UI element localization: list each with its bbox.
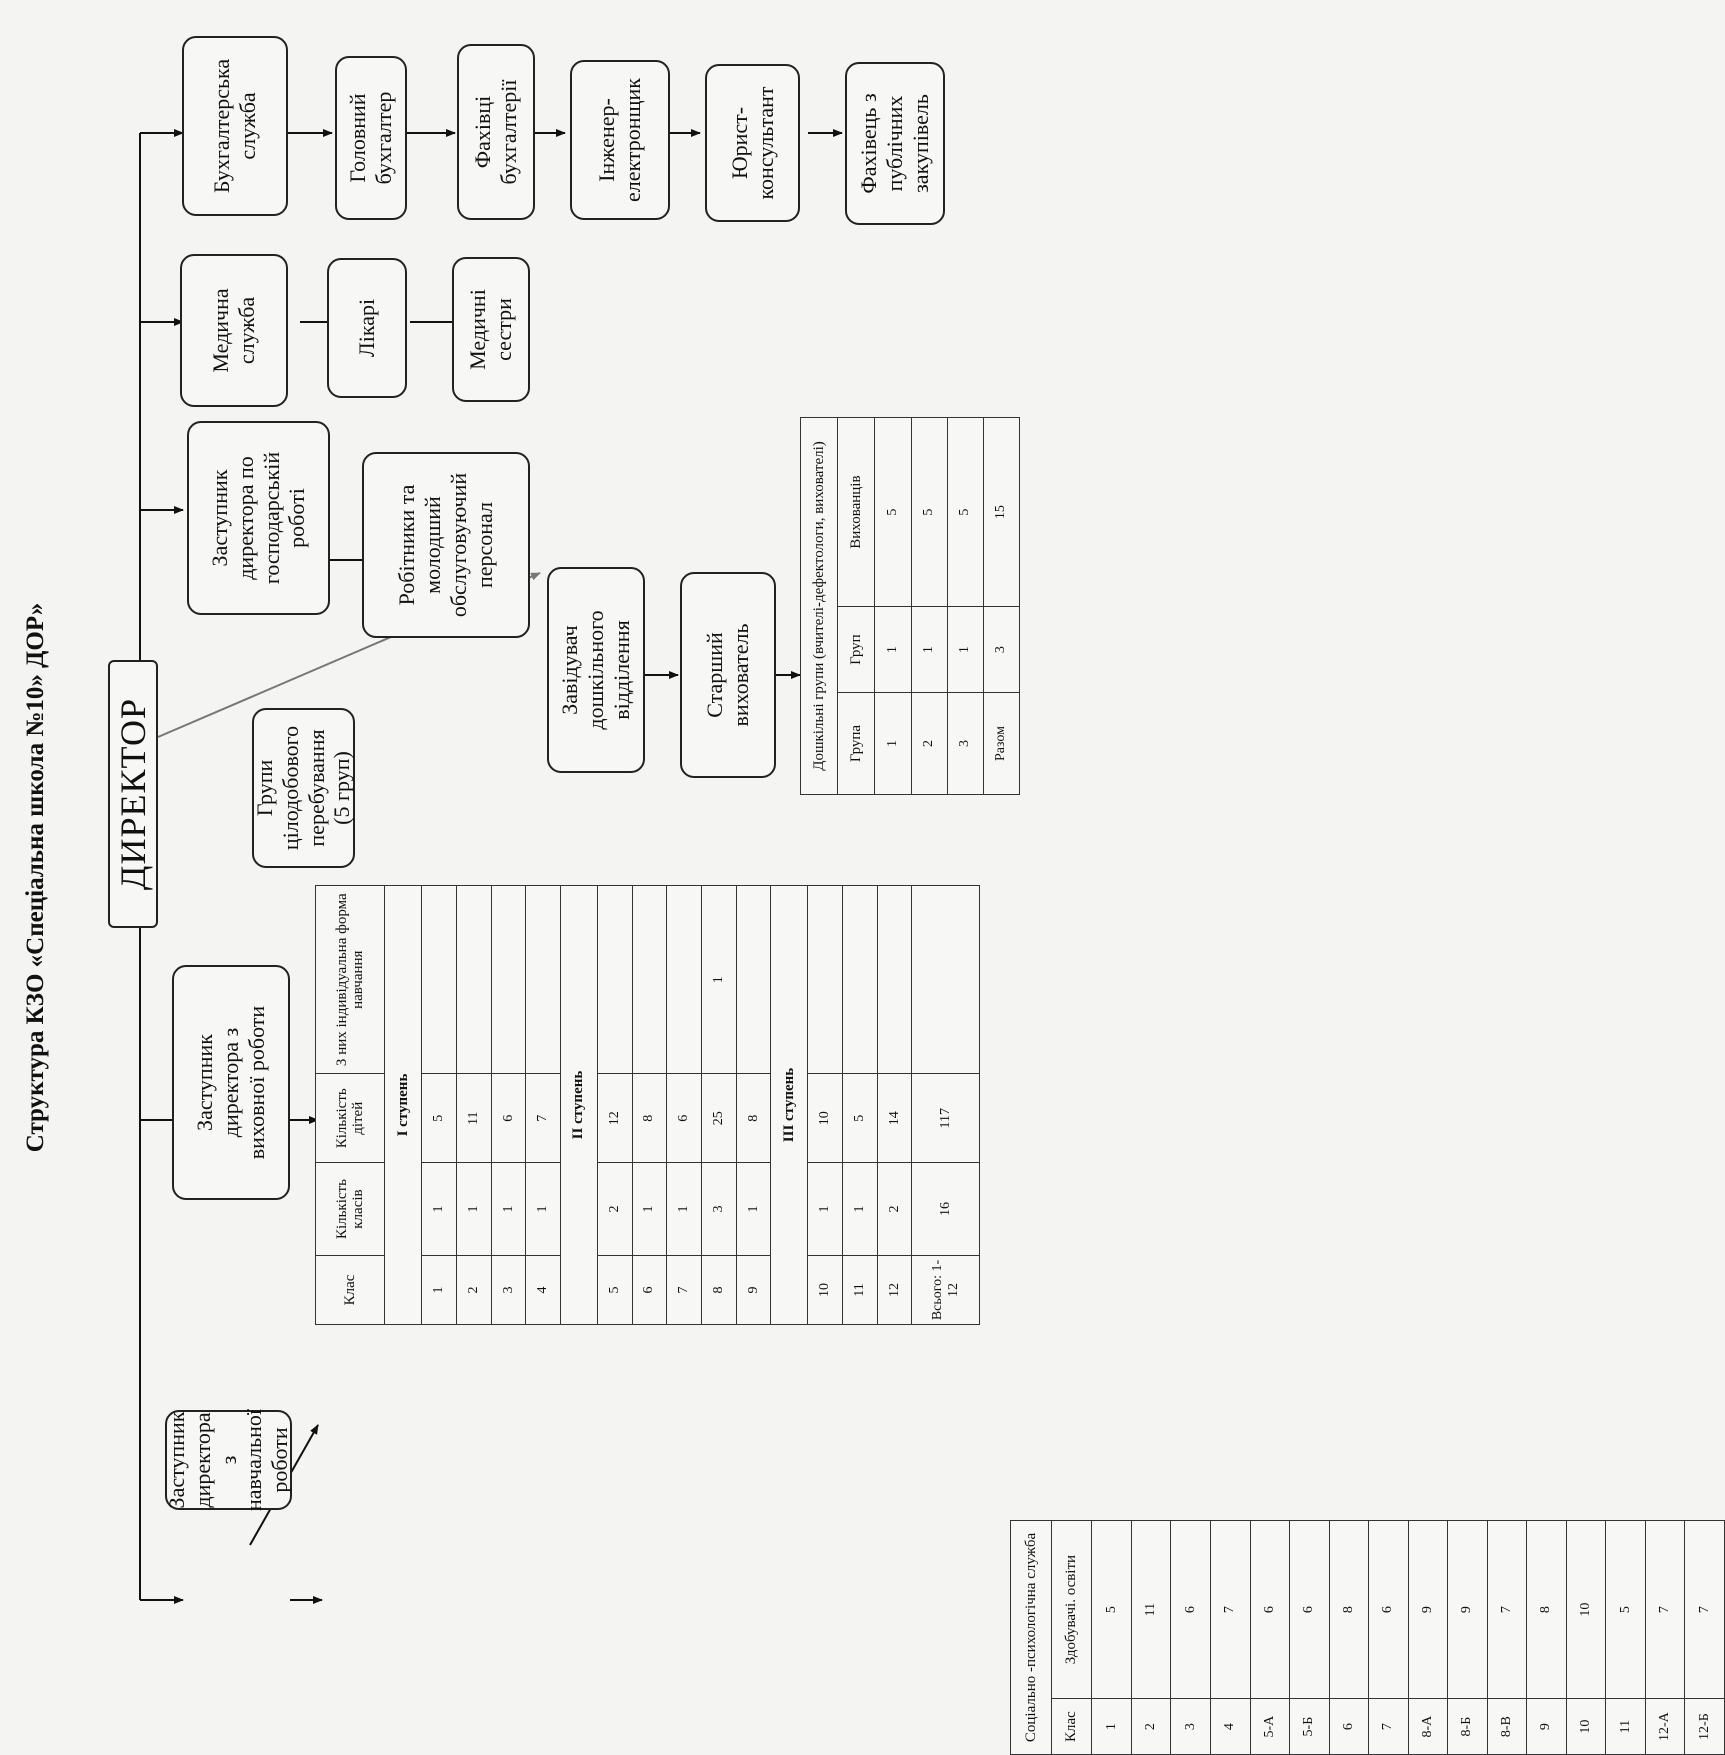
social-class-cell: 1 xyxy=(1092,1699,1132,1755)
classes-cell xyxy=(632,886,667,1074)
preschool-cell: 5 xyxy=(947,418,983,607)
accounting-service-box: Бухгалтерська служба xyxy=(182,36,288,216)
social-count-cell: 6 xyxy=(1250,1521,1290,1699)
classes-cell: 5 xyxy=(597,1255,632,1324)
social-row xyxy=(1606,1521,1646,1755)
social-row xyxy=(1290,1521,1330,1755)
classes-cell xyxy=(667,886,702,1074)
page-title: Структура КЗО «Спеціальна школа №10» ДОР» xyxy=(22,602,49,1153)
social-count-cell: 5 xyxy=(1606,1521,1646,1699)
social-row xyxy=(1092,1521,1132,1755)
preschool-total-cell: Разом xyxy=(983,693,1019,795)
classes-cell: 1 xyxy=(422,1255,457,1324)
social-row xyxy=(1131,1521,1171,1755)
step-label: І ступень xyxy=(385,886,422,1325)
classes-cell xyxy=(456,886,491,1074)
deputy-upbringing-box: Заступник директора з виховної роботи xyxy=(172,965,290,1200)
classes-cell: 10 xyxy=(808,1255,843,1324)
classes-row xyxy=(667,886,702,1325)
classes-total-cell: 16 xyxy=(912,1163,980,1256)
classes-table xyxy=(315,885,980,1325)
social-row xyxy=(1329,1521,1369,1755)
classes-cell: 25 xyxy=(702,1074,737,1163)
classes-cell: 1 xyxy=(422,1163,457,1256)
classes-cell: 4 xyxy=(526,1255,561,1324)
classes-cell: 7 xyxy=(526,1074,561,1163)
classes-cell: 1 xyxy=(456,1163,491,1256)
preschool-total-row xyxy=(983,418,1019,795)
social-psych-table xyxy=(1010,1520,1725,1755)
classes-cell: 11 xyxy=(456,1074,491,1163)
social-count-cell: 7 xyxy=(1685,1521,1725,1699)
social-row xyxy=(1369,1521,1409,1755)
classes-cell: 1 xyxy=(808,1163,843,1256)
preschool-cell: 1 xyxy=(875,693,911,795)
classes-cell: 14 xyxy=(877,1074,912,1163)
classes-row xyxy=(702,886,737,1325)
preschool-cell: 3 xyxy=(947,693,983,795)
classes-cell: 1 xyxy=(632,1163,667,1256)
classes-cell: 2 xyxy=(877,1163,912,1256)
classes-table-header: Кількість класів xyxy=(316,1163,385,1256)
classes-cell: 8 xyxy=(702,1255,737,1324)
classes-cell xyxy=(491,886,526,1074)
classes-row xyxy=(597,886,632,1325)
classes-total-row xyxy=(912,886,980,1325)
deputy-household-box: Заступник директора по господарській роботі xyxy=(187,421,330,615)
classes-cell: 6 xyxy=(632,1255,667,1324)
classes-row xyxy=(491,886,526,1325)
social-row xyxy=(1448,1521,1488,1755)
social-count-cell: 8 xyxy=(1329,1521,1369,1699)
social-class-cell: 8-А xyxy=(1408,1699,1448,1755)
classes-cell: 10 xyxy=(808,1074,843,1163)
classes-cell: 1 xyxy=(736,1163,771,1256)
classes-cell xyxy=(422,886,457,1074)
classes-cell: 7 xyxy=(667,1255,702,1324)
social-row xyxy=(1645,1521,1685,1755)
classes-row xyxy=(736,886,771,1325)
classes-cell xyxy=(808,886,843,1074)
step-label: ІІ ступень xyxy=(561,886,598,1325)
doctors-box: Лікарі xyxy=(327,258,407,398)
classes-cell: 2 xyxy=(456,1255,491,1324)
social-row xyxy=(1408,1521,1448,1755)
social-class-cell: 6 xyxy=(1329,1699,1369,1755)
chief-accountant-box: Головний бухгалтер xyxy=(335,56,407,220)
classes-cell: 3 xyxy=(702,1163,737,1256)
preschool-cell: 1 xyxy=(875,607,911,693)
social-row xyxy=(1250,1521,1290,1755)
classes-cell xyxy=(877,886,912,1074)
social-class-cell: 4 xyxy=(1210,1699,1250,1755)
social-class-cell: 2 xyxy=(1131,1699,1171,1755)
social-count-cell: 7 xyxy=(1487,1521,1527,1699)
preschool-table-header: Груп xyxy=(838,607,875,693)
preschool-total-cell: 3 xyxy=(983,607,1019,693)
step-label: ІІІ ступень xyxy=(771,886,808,1325)
director-box: ДИРЕКТОР xyxy=(108,660,158,928)
medical-service-box: Медична служба xyxy=(180,254,288,407)
classes-cell: 11 xyxy=(842,1255,877,1324)
workers-box: Робітники та молодший обслуговуючий персонал xyxy=(362,452,530,638)
classes-cell: 1 xyxy=(667,1163,702,1256)
preschool-cell: 5 xyxy=(911,418,947,607)
social-row xyxy=(1210,1521,1250,1755)
preschool-table-header: Вихованців xyxy=(838,418,875,607)
classes-cell: 8 xyxy=(632,1074,667,1163)
social-count-cell: 7 xyxy=(1645,1521,1685,1699)
classes-cell: 1 xyxy=(491,1163,526,1256)
social-count-cell: 6 xyxy=(1171,1521,1211,1699)
classes-table-header: Кількість дітей xyxy=(316,1074,385,1163)
social-count-cell: 6 xyxy=(1369,1521,1409,1699)
social-class-cell: 10 xyxy=(1566,1699,1606,1755)
procurement-box: Фахівець з публічних закупівель xyxy=(845,62,945,225)
social-row xyxy=(1171,1521,1211,1755)
preschool-cell: 2 xyxy=(911,693,947,795)
preschool-row xyxy=(911,418,947,795)
classes-cell: 5 xyxy=(422,1074,457,1163)
classes-cell xyxy=(526,886,561,1074)
classes-cell: 1 xyxy=(702,886,737,1074)
classes-cell xyxy=(842,886,877,1074)
classes-row xyxy=(808,886,843,1325)
classes-total-cell: Всього: 1-12 xyxy=(912,1255,980,1324)
classes-cell xyxy=(597,886,632,1074)
social-count-cell: 9 xyxy=(1448,1521,1488,1699)
social-count-cell: 11 xyxy=(1131,1521,1171,1699)
preschool-total-cell: 15 xyxy=(983,418,1019,607)
social-class-cell: 8-В xyxy=(1487,1699,1527,1755)
classes-cell: 1 xyxy=(842,1163,877,1256)
social-row xyxy=(1685,1521,1725,1755)
social-class-cell: 9 xyxy=(1527,1699,1567,1755)
classes-row xyxy=(877,886,912,1325)
lawyer-box: Юрист- консультант xyxy=(705,64,800,222)
social-class-cell: 12-А xyxy=(1645,1699,1685,1755)
classes-cell xyxy=(736,886,771,1074)
senior-educator-box: Старший вихователь xyxy=(680,572,776,778)
classes-row xyxy=(456,886,491,1325)
nurses-box: Медичні сестри xyxy=(452,257,530,402)
classes-cell: 6 xyxy=(667,1074,702,1163)
classes-table-header: Клас xyxy=(316,1255,385,1324)
social-class-cell: 8-Б xyxy=(1448,1699,1488,1755)
preschool-table xyxy=(800,417,1020,795)
social-row xyxy=(1527,1521,1567,1755)
preschool-table-title: Дошкільні групи (вчителі-дефектологи, вихователі) xyxy=(801,418,838,795)
classes-table-header: З них індивідуальна форма навчання xyxy=(316,886,385,1074)
social-count-cell: 9 xyxy=(1408,1521,1448,1699)
preschool-cell: 1 xyxy=(947,607,983,693)
social-class-cell: 7 xyxy=(1369,1699,1409,1755)
classes-cell: 5 xyxy=(842,1074,877,1163)
classes-row xyxy=(422,886,457,1325)
social-row xyxy=(1566,1521,1606,1755)
classes-cell: 3 xyxy=(491,1255,526,1324)
deputy-study-box: Заступник директора з навчальної роботи xyxy=(163,1408,293,1511)
classes-total-cell xyxy=(912,886,980,1074)
classes-row xyxy=(842,886,877,1325)
classes-row xyxy=(526,886,561,1325)
social-count-cell: 7 xyxy=(1210,1521,1250,1699)
social-class-cell: 5-Б xyxy=(1290,1699,1330,1755)
preschool-row xyxy=(947,418,983,795)
social-count-cell: 6 xyxy=(1290,1521,1330,1699)
classes-total-cell: 117 xyxy=(912,1074,980,1163)
classes-cell: 12 xyxy=(877,1255,912,1324)
preschool-table-header: Група xyxy=(838,693,875,795)
social-table-header: Здобувачі. освіти xyxy=(1051,1521,1092,1699)
social-count-cell: 10 xyxy=(1566,1521,1606,1699)
social-class-cell: 3 xyxy=(1171,1699,1211,1755)
social-class-cell: 5-А xyxy=(1250,1699,1290,1755)
social-table-title: Соціально -психологічна служба xyxy=(1011,1521,1052,1755)
preschool-row xyxy=(875,418,911,795)
preschool-cell: 1 xyxy=(911,607,947,693)
preschool-cell: 5 xyxy=(875,418,911,607)
groups-daylong-box: Групи цілодобового перебування (5 груп) xyxy=(252,708,355,868)
social-count-cell: 5 xyxy=(1092,1521,1132,1699)
social-class-cell: 11 xyxy=(1606,1699,1646,1755)
preschool-head-box: Завідувач дошкільного відділення xyxy=(547,567,645,773)
social-count-cell: 8 xyxy=(1527,1521,1567,1699)
classes-cell: 9 xyxy=(736,1255,771,1324)
social-row xyxy=(1487,1521,1527,1755)
classes-cell: 2 xyxy=(597,1163,632,1256)
classes-cell: 12 xyxy=(597,1074,632,1163)
accounting-specialists-box: Фахівці бухгалтерії xyxy=(457,44,535,220)
classes-cell: 6 xyxy=(491,1074,526,1163)
engineer-box: Інженер- електронщик xyxy=(570,60,670,220)
classes-cell: 8 xyxy=(736,1074,771,1163)
classes-cell: 1 xyxy=(526,1163,561,1256)
social-class-cell: 12-Б xyxy=(1685,1699,1725,1755)
classes-row xyxy=(632,886,667,1325)
social-table-header: Клас xyxy=(1051,1699,1092,1755)
